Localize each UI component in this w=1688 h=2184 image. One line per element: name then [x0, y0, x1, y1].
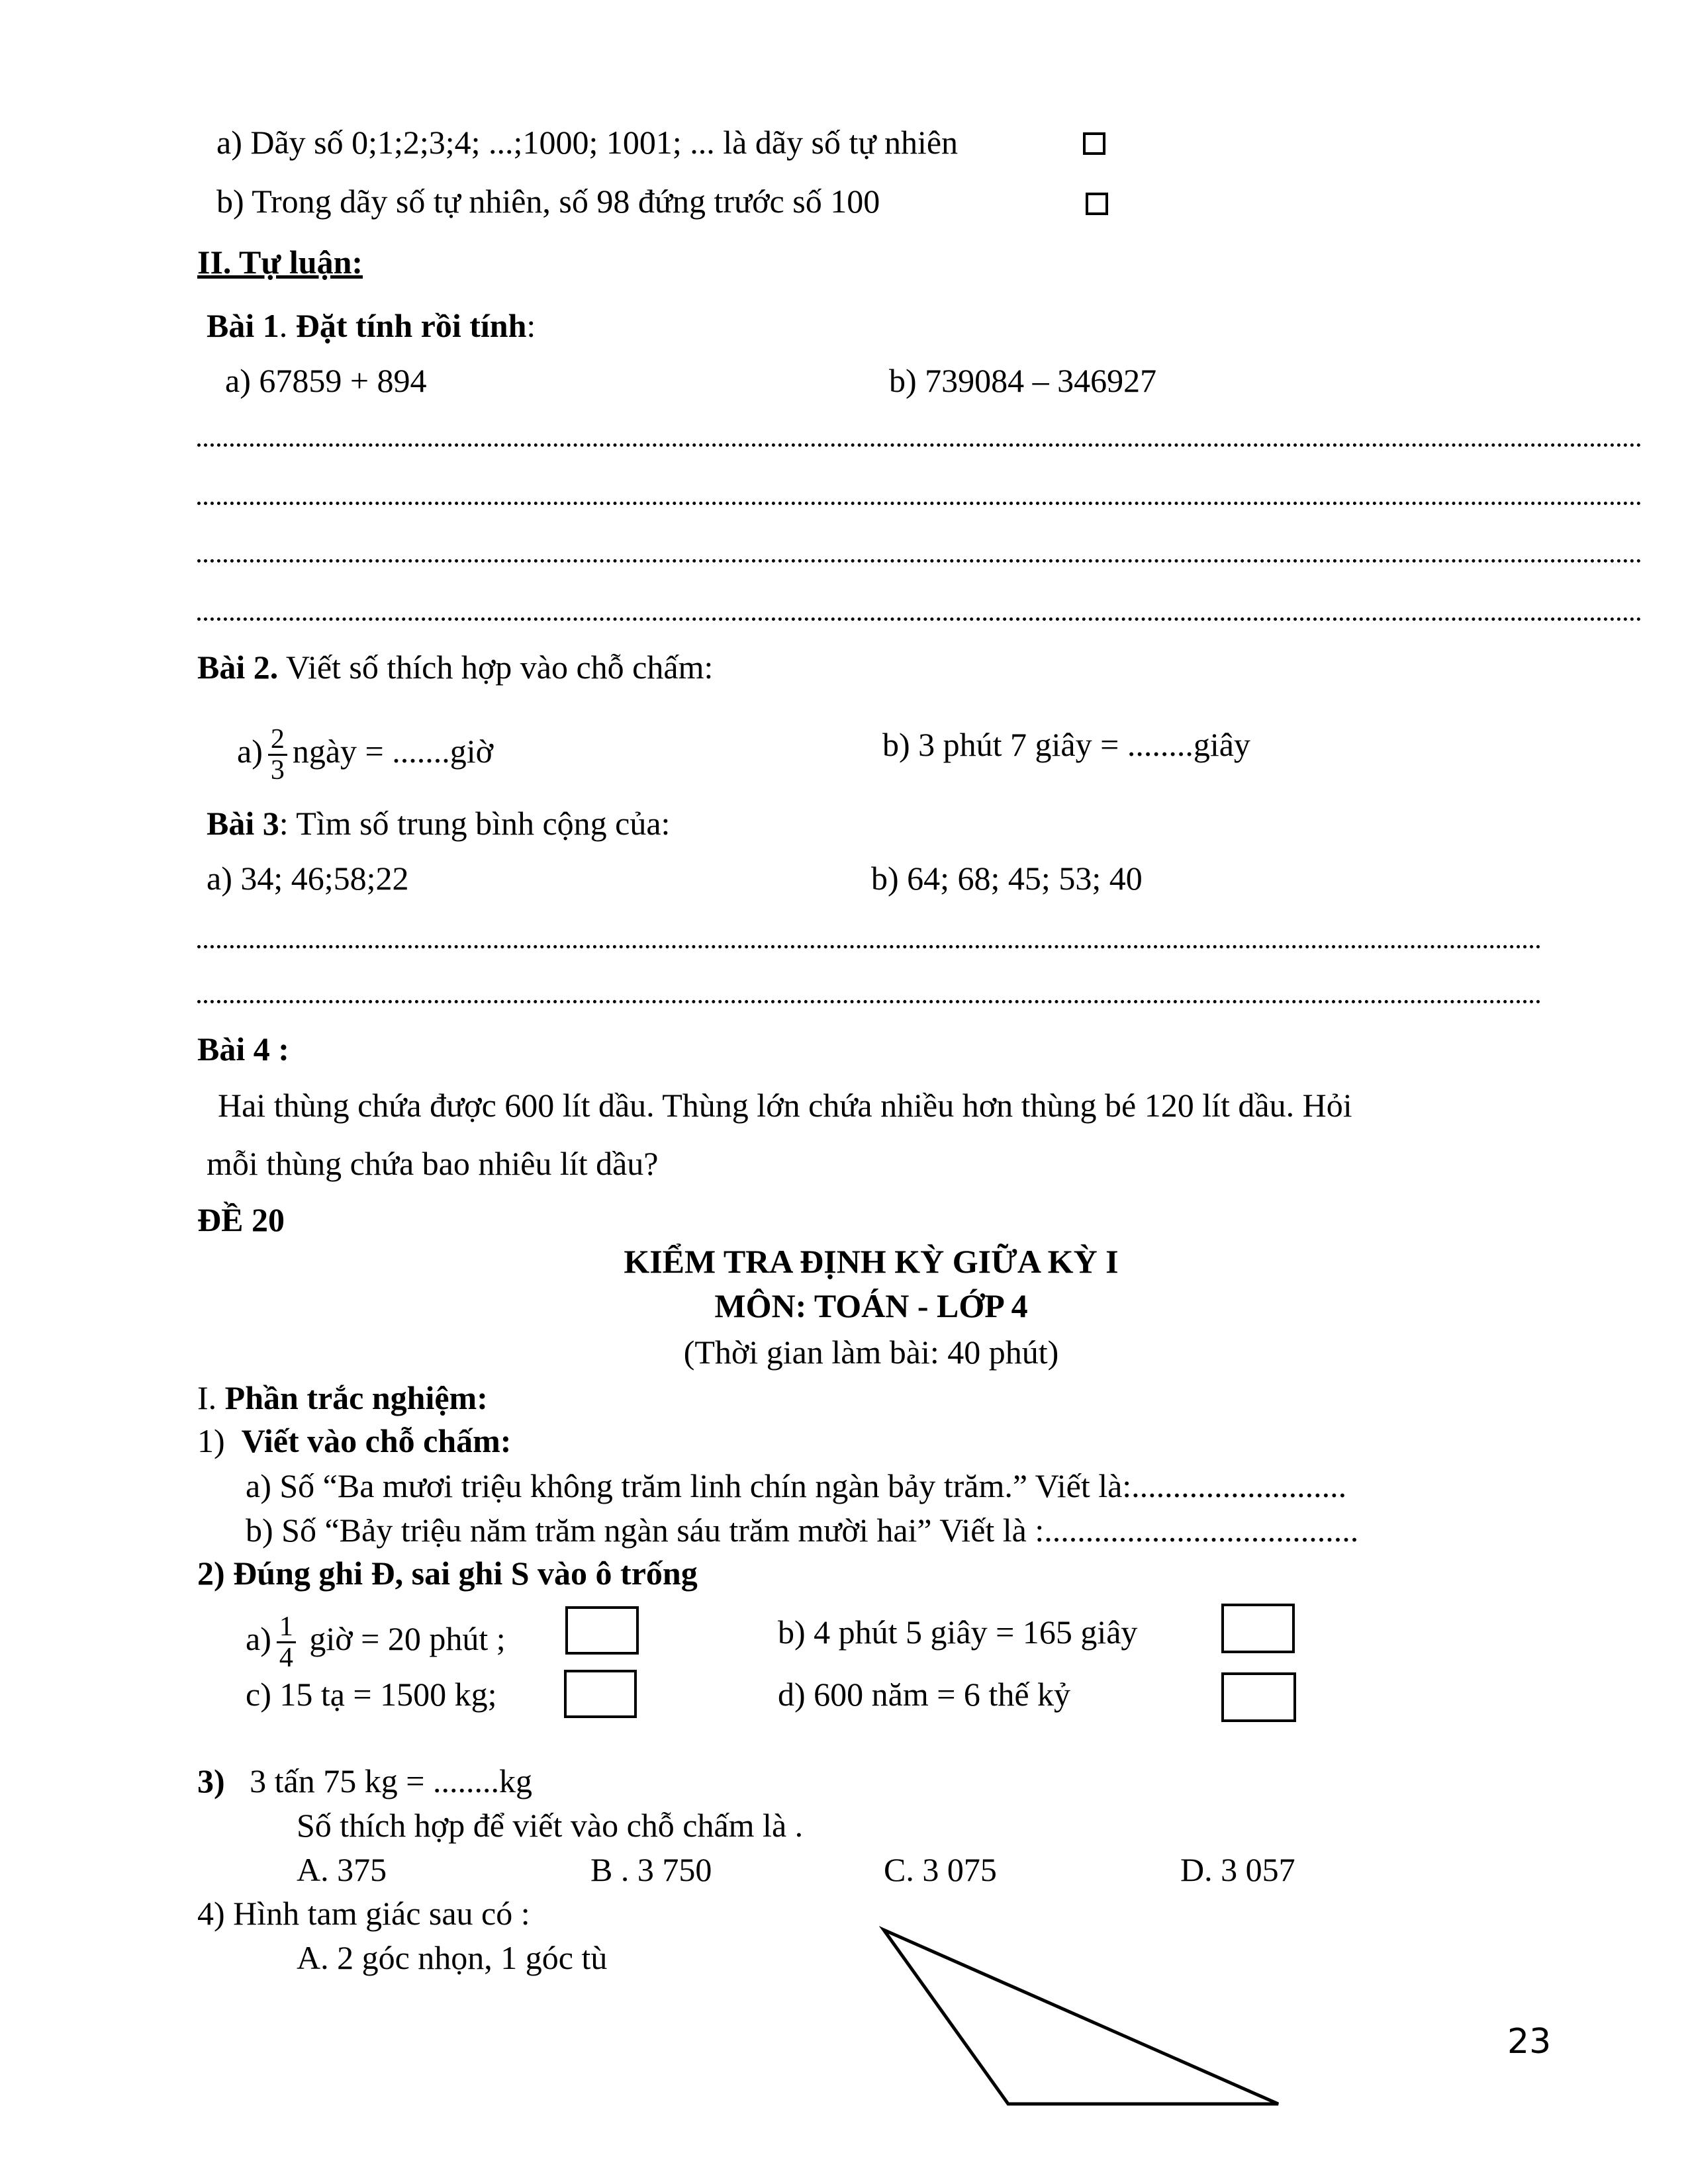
question-4-option-a[interactable]: A. 2 góc nhọn, 1 góc tù — [297, 1939, 608, 1976]
option-b[interactable]: B . 3 750 — [590, 1851, 712, 1888]
exercise-1a: a) 67859 + 894 — [225, 362, 427, 399]
option-c[interactable]: C. 3 075 — [884, 1851, 997, 1888]
question-3-prompt: Số thích hợp để viết vào chỗ chấm là . — [297, 1807, 804, 1844]
question-2b: b) 4 phút 5 giây = 165 giây — [778, 1614, 1138, 1651]
page-number: 23 — [1507, 2022, 1552, 2062]
section-heading-essay: II. Tự luận: — [197, 244, 363, 281]
part-title: Phần trắc nghiệm: — [224, 1379, 488, 1416]
question-2-heading: 2) Đúng ghi Đ, sai ghi S vào ô trống — [197, 1555, 698, 1592]
exercise-1-instruction: Đặt tính rồi tính — [295, 307, 527, 344]
true-false-statement-b: b) Trong dãy số tự nhiên, số 98 đứng trước số 100 — [216, 183, 880, 220]
exam-time: (Thời gian làm bài: 40 phút) — [683, 1334, 1059, 1371]
colon: : — [526, 307, 536, 344]
exam-code: ĐỀ 20 — [197, 1201, 285, 1238]
item-text: giờ = 20 phút ; — [309, 1619, 506, 1657]
obtuse-triangle — [884, 1930, 1278, 2104]
denominator: 3 — [270, 755, 285, 786]
exercise-4-heading: Bài 4 : — [197, 1030, 289, 1068]
exercise-4-text-line2: mỗi thùng chứa bao nhiêu lít dầu? — [207, 1145, 659, 1182]
option-d[interactable]: D. 3 057 — [1180, 1851, 1295, 1888]
denominator: 4 — [279, 1643, 293, 1673]
question-number: 1) — [197, 1422, 225, 1459]
exam-subject: MÔN: TOÁN - LỚP 4 — [714, 1287, 1028, 1324]
numerator: 1 — [277, 1612, 296, 1643]
item-label: a) — [246, 1619, 271, 1657]
question-text: 3 tấn 75 kg = ........kg — [250, 1762, 532, 1799]
exam-title: KIỂM TRA ĐỊNH KỲ GIỮA KỲ I — [624, 1243, 1119, 1280]
exercise-3-label: Bài 3 — [207, 805, 279, 842]
item-text: ngày = .......giờ — [292, 732, 494, 770]
item-label: a) — [237, 732, 263, 770]
question-2d: d) 600 năm = 6 thế kỷ — [778, 1676, 1071, 1713]
exercise-2-instruction: Viết số thích hợp vào chỗ chấm: — [278, 649, 714, 686]
question-number: 3) — [197, 1762, 225, 1799]
numerator: 2 — [268, 725, 287, 756]
exercise-3-instruction: : Tìm số trung bình cộng của: — [279, 805, 671, 842]
exercise-3a: a) 34; 46;58;22 — [207, 860, 409, 897]
question-1a: a) Số “Ba mươi triệu không trăm linh chín ngàn bảy trăm.” Viết là:.......................... — [246, 1467, 1347, 1504]
exercise-1-label: Bài 1 — [207, 307, 279, 344]
question-4: 4) Hình tam giác sau có : — [197, 1895, 530, 1932]
exercise-2b: b) 3 phút 7 giây = ........giây — [882, 726, 1250, 763]
separator: . — [279, 307, 296, 344]
exercise-2-label: Bài 2. — [197, 649, 279, 686]
question-2c: c) 15 tạ = 1500 kg; — [246, 1676, 497, 1713]
question-title: Viết vào chỗ chấm: — [241, 1422, 512, 1459]
exercise-1b: b) 739084 – 346927 — [889, 362, 1157, 399]
question-1b: b) Số “Bảy triệu năm trăm ngàn sáu trăm mười hai” Viết là :...................................... — [246, 1512, 1359, 1549]
true-false-statement-a: a) Dãy số 0;1;2;3;4; ...;1000; 1001; ... là dãy số tự nhiên — [216, 124, 959, 161]
exercise-4-text-line1: Hai thùng chứa được 600 lít dầu. Thùng lớn chứa nhiều hơn thùng bé 120 lít dầu. Hỏi — [218, 1087, 1352, 1124]
option-a[interactable]: A. 375 — [297, 1851, 387, 1888]
part-number: I. — [197, 1379, 225, 1416]
exercise-3b: b) 64; 68; 45; 53; 40 — [871, 860, 1143, 897]
